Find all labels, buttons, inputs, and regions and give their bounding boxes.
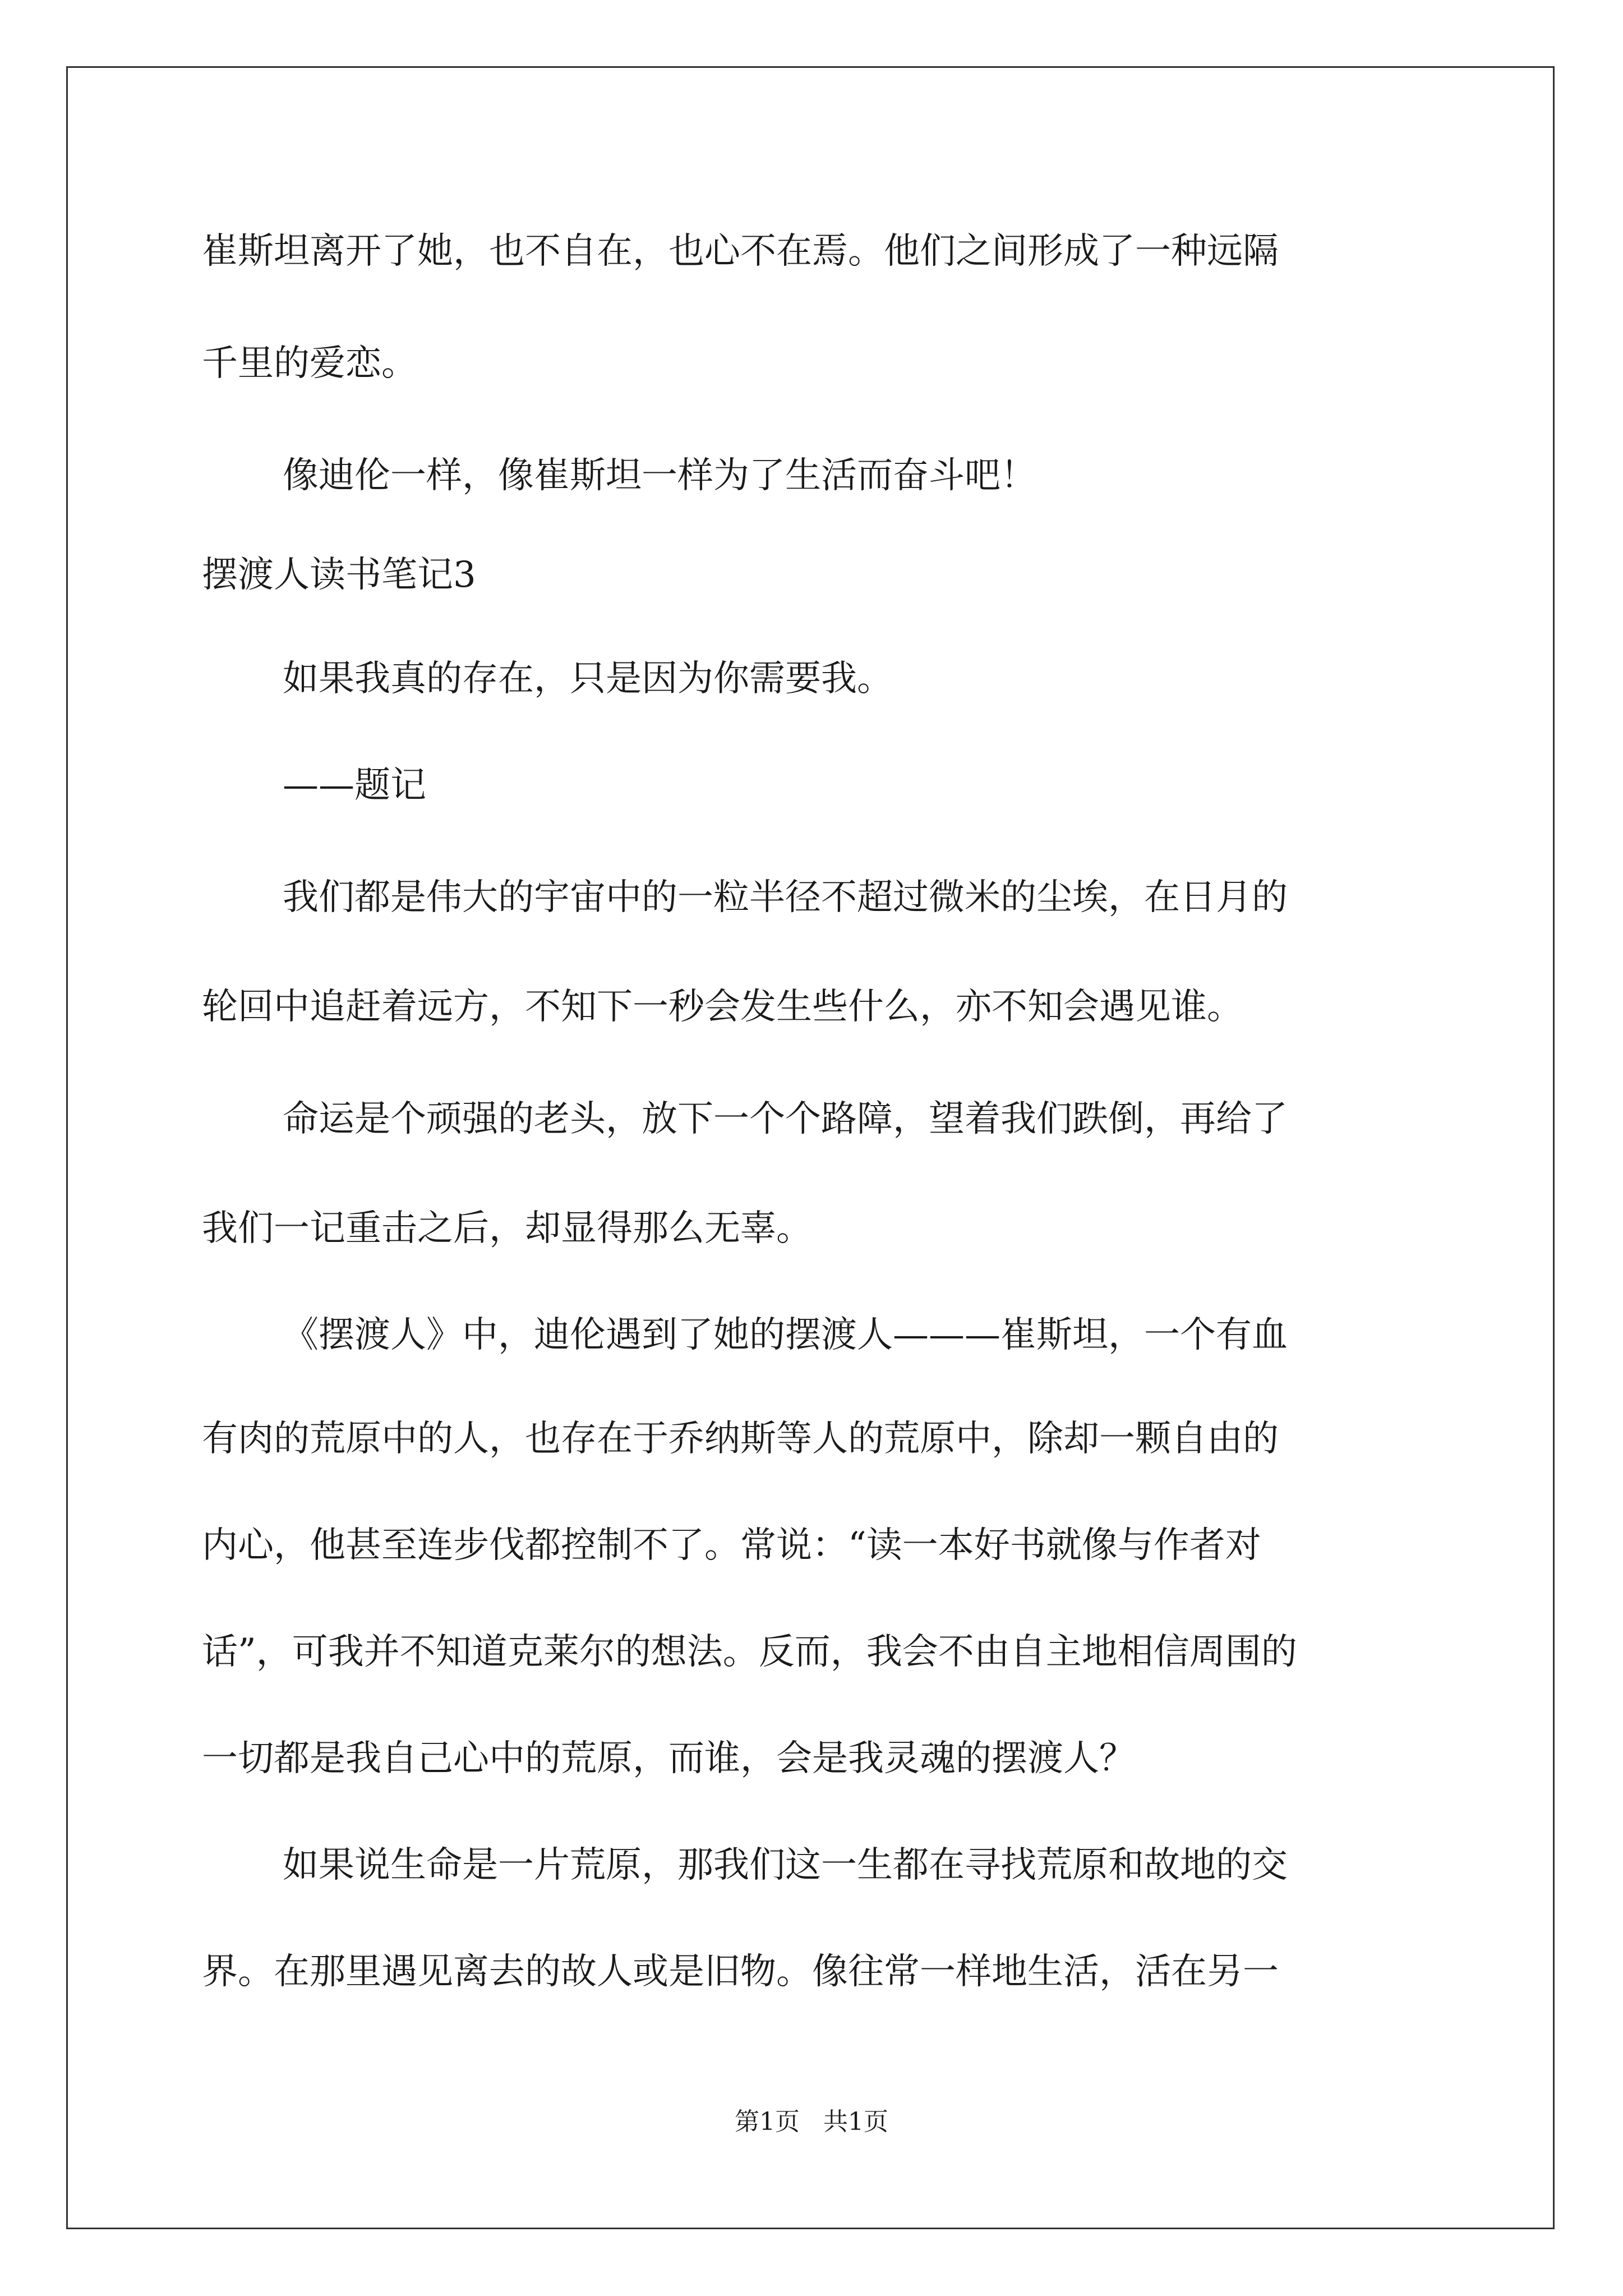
body-line: 界。在那里遇见离去的故人或是旧物。像往常一样地生活，活在另一: [202, 1951, 1279, 1993]
body-line: 如果说生命是一片荒原，那我们这一生都在寻找荒原和故地的交: [283, 1844, 1288, 1886]
body-line: 内心，他甚至连步伐都控制不了。常说：“读一本好书就像与作者对: [202, 1525, 1261, 1566]
page-border: [66, 66, 1555, 2229]
body-line: 我们都是伟大的宇宙中的一粒半径不超过微米的尘埃，在日月的: [283, 877, 1288, 918]
page-number-current: 第1页: [735, 2108, 800, 2136]
body-line: 命运是个顽强的老头，放下一个个路障，望着我们跌倒，再给了: [283, 1098, 1288, 1140]
page-footer: [0, 2106, 1623, 2138]
body-line: 千里的爱恋。: [202, 343, 417, 384]
section-heading: 摆渡人读书笔记3: [202, 554, 476, 596]
body-line: 崔斯坦离开了她，也不自在，也心不在焉。他们之间形成了一种远隔: [202, 231, 1279, 272]
page-number-total: 共1页: [823, 2108, 888, 2136]
body-line: 如果我真的存在，只是因为你需要我。: [283, 658, 893, 700]
body-line: 《摆渡人》中，迪伦遇到了她的摆渡人———崔斯坦，一个有血: [283, 1314, 1288, 1356]
body-line: 轮回中追赶着远方，不知下一秒会发生些什么，亦不知会遇见谁。: [202, 986, 1243, 1028]
body-line: 我们一记重击之后，却显得那么无辜。: [202, 1208, 812, 1249]
body-line: 一切都是我自己心中的荒原，而谁，会是我灵魂的摆渡人？: [202, 1738, 1135, 1779]
body-line: 像迪伦一样，像崔斯坦一样为了生活而奋斗吧！: [283, 455, 1036, 496]
epigraph-attribution: ——题记: [283, 765, 426, 806]
body-line: 话”，可我并不知道克莱尔的想法。反而，我会不由自主地相信周围的: [202, 1631, 1297, 1673]
body-line: 有肉的荒原中的人，也存在于乔纳斯等人的荒原中，除却一颗自由的: [202, 1418, 1279, 1460]
